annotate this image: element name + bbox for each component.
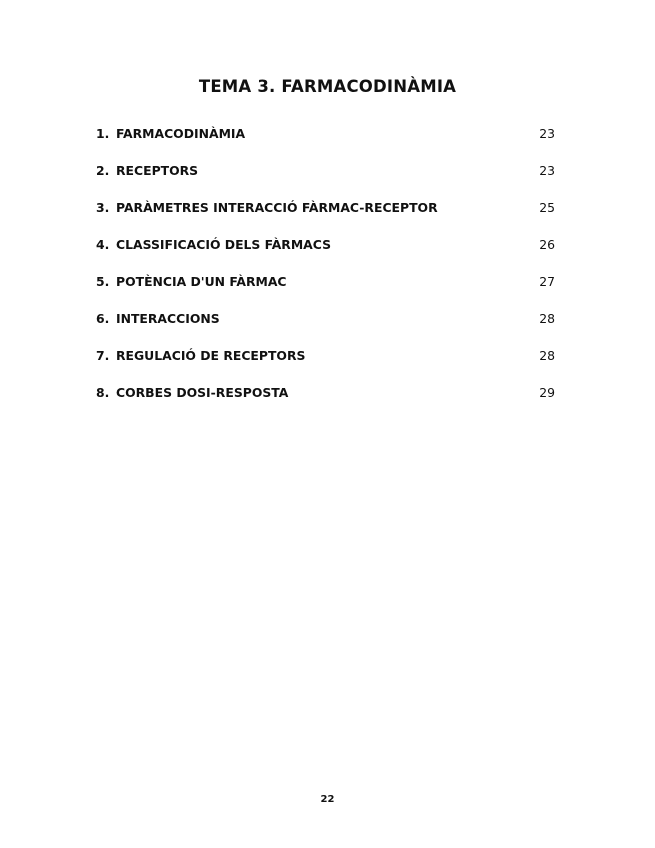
toc-entry-page: 28 [539, 348, 555, 363]
toc-entry-page: 29 [539, 385, 555, 400]
toc-entry-corbes[interactable] [96, 384, 555, 421]
toc-entry-label: POTÈNCIA D'UN FÀRMAC [116, 274, 287, 289]
toc-entry-label: PARÀMETRES INTERACCIÓ FÀRMAC-RECEPTOR [116, 200, 438, 215]
toc-entry-label: REGULACIÓ DE RECEPTORS [116, 348, 306, 363]
toc-entry-number: 7. [96, 348, 110, 363]
toc-entry-classificacio[interactable] [96, 236, 555, 273]
toc-entry-page: 23 [539, 126, 555, 141]
page-title: TEMA 3. FARMACODINÀMIA [198, 77, 457, 96]
toc-entry-parametres[interactable] [96, 199, 555, 236]
toc-entry-number: 4. [96, 237, 110, 252]
toc-entry-number: 8. [96, 385, 110, 400]
toc-entry-page: 27 [539, 274, 555, 289]
toc-entry-number: 3. [96, 200, 110, 215]
toc-entry-page: 28 [539, 311, 555, 326]
toc-entry-regulacio[interactable] [96, 347, 555, 384]
toc-entry-potencia[interactable] [96, 273, 555, 310]
toc-entry-label: CORBES DOSI-RESPOSTA [116, 385, 289, 400]
toc-entry-page: 26 [539, 237, 555, 252]
toc-entry-page: 25 [539, 200, 555, 215]
toc-entry-label: CLASSIFICACIÓ DELS FÀRMACS [116, 237, 332, 252]
page-number: 22 [320, 794, 335, 805]
toc-entry-receptors[interactable] [96, 162, 555, 199]
toc-entry-label: RECEPTORS [116, 163, 199, 178]
toc-entry-number: 5. [96, 274, 110, 289]
toc-entry-label: FARMACODINÀMIA [116, 126, 246, 141]
toc-entry-page: 23 [539, 163, 555, 178]
table-of-contents [96, 125, 555, 421]
toc-entry-interaccions[interactable] [96, 310, 555, 347]
toc-entry-farmacodinamia[interactable] [96, 125, 555, 162]
toc-entry-label: INTERACCIONS [116, 311, 220, 326]
toc-entry-number: 6. [96, 311, 110, 326]
toc-entry-number: 2. [96, 163, 110, 178]
toc-entry-number: 1. [96, 126, 110, 141]
